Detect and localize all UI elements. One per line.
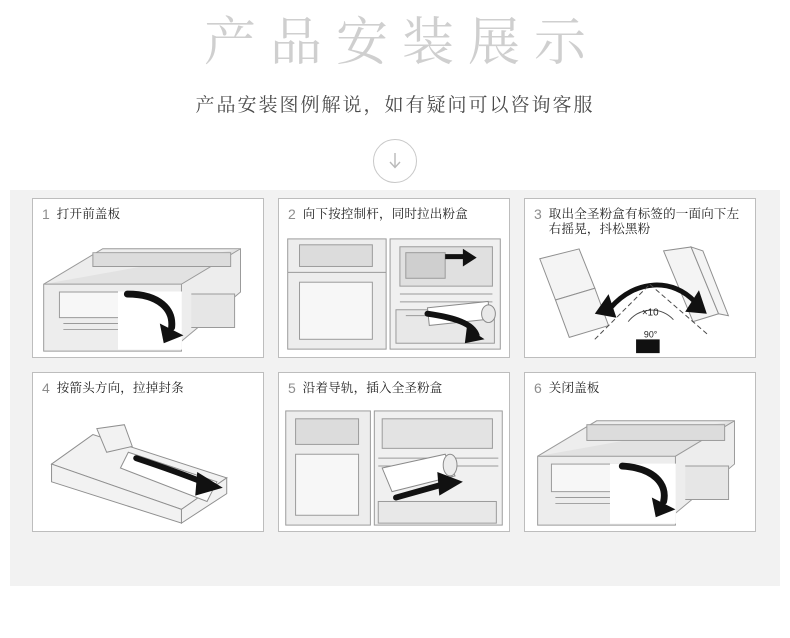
- step-caption: 关闭盖板: [548, 381, 600, 395]
- step-header-5: [279, 373, 509, 396]
- step-caption: 打开前盖板: [56, 207, 121, 221]
- step-number: 2: [288, 206, 296, 222]
- step-caption: 取出全圣粉盒有标签的一面向下左右摇晃，抖松黑粉: [548, 207, 740, 236]
- step-illustration-3: [525, 245, 755, 357]
- step-card-3: [524, 198, 756, 358]
- step-number: 5: [288, 380, 296, 396]
- step-illustration-4: [33, 407, 263, 531]
- step-caption: 沿着导轨，插入全圣粉盒: [302, 381, 443, 395]
- step-number: 1: [42, 206, 50, 222]
- step-card-2: [278, 198, 510, 358]
- page-header: [0, 0, 790, 183]
- step-header-6: [525, 373, 755, 396]
- step-illustration-2: [279, 233, 509, 357]
- step-header-3: [525, 199, 755, 237]
- page-subtitle: 产品安装图例解说，如有疑问可以咨询客服: [195, 95, 595, 117]
- angle-label: 90°: [643, 329, 658, 340]
- scroll-hint: [0, 139, 790, 183]
- step-illustration-6: [525, 407, 755, 531]
- step-illustration-1: [33, 233, 263, 357]
- step-card-1: [32, 198, 264, 358]
- shake-count-label: ×10: [641, 307, 659, 319]
- panel-footer-strip: [10, 574, 780, 586]
- step-number: 4: [42, 380, 50, 396]
- page-title: 产品安装展示: [203, 14, 600, 72]
- step-card-4: [32, 372, 264, 532]
- steps-grid: [32, 198, 758, 532]
- step-card-6: [524, 372, 756, 532]
- bottom-whitespace: [0, 586, 790, 638]
- step-number: 3: [534, 206, 542, 222]
- step-caption: 向下按控制杆，同时拉出粉盒: [302, 207, 468, 221]
- step-illustration-5: [279, 407, 509, 531]
- steps-panel: [10, 190, 780, 585]
- step-card-5: [278, 372, 510, 532]
- step-header-1: [33, 199, 263, 222]
- step-caption: 按箭头方向，拉掉封条: [56, 381, 184, 395]
- arrow-down-icon: [373, 139, 417, 183]
- step-header-2: [279, 199, 509, 222]
- step-number: 6: [534, 380, 542, 396]
- step-header-4: [33, 373, 263, 396]
